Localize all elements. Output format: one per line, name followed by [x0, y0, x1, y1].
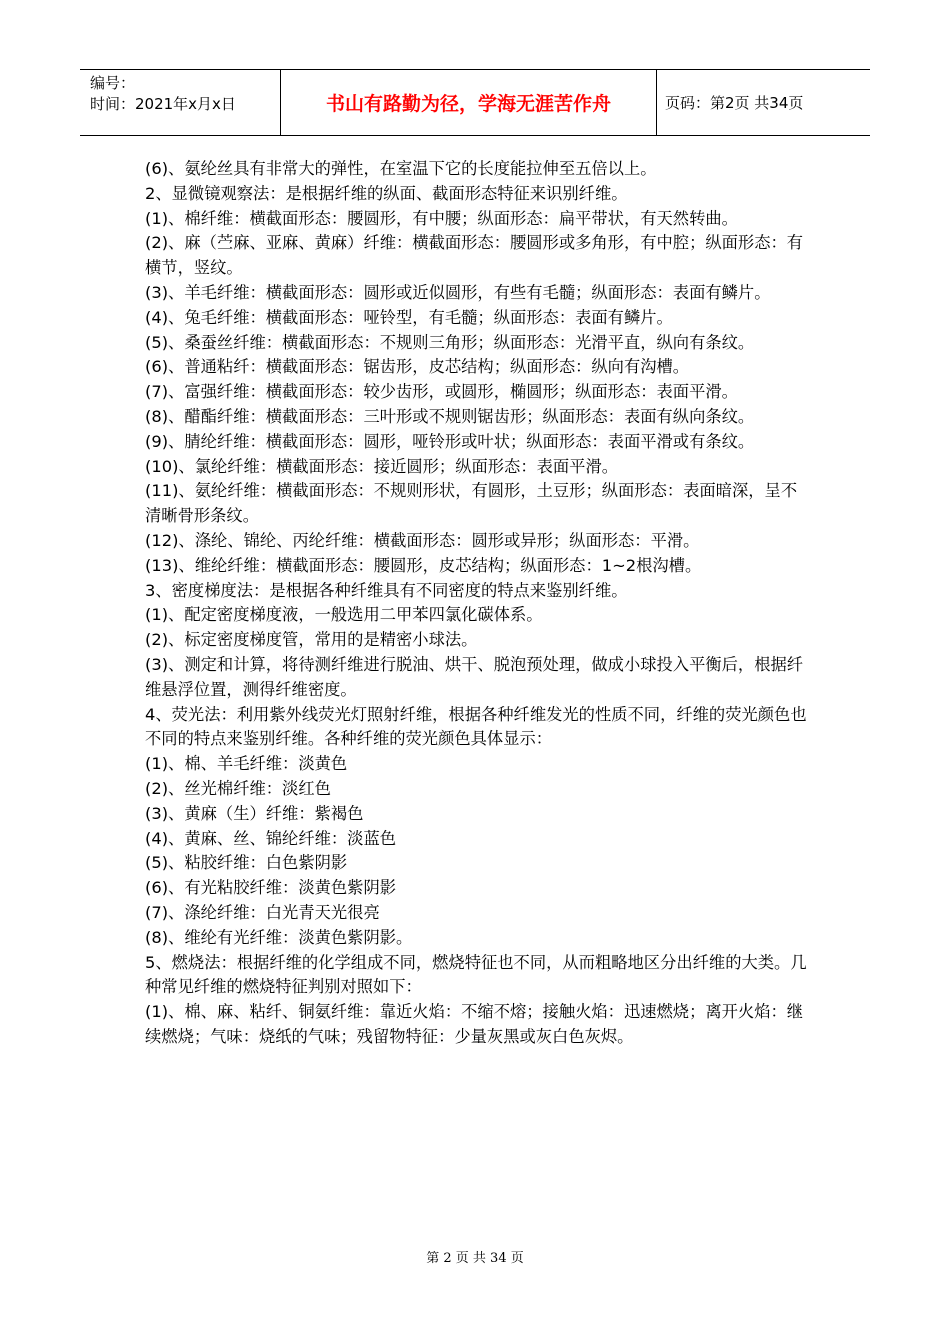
header-motto: 书山有路勤为径，学海无涯苦作舟	[280, 70, 657, 135]
paragraph: (1)、棉纤维：横截面形态：腰圆形，有中腰；纵面形态：扁平带状，有天然转曲。	[145, 208, 738, 228]
paragraph: (4)、黄麻、丝、锦纶纤维：淡蓝色	[145, 828, 397, 848]
paragraph: (7)、涤纶纤维：白光青天光很亮	[145, 902, 380, 922]
paragraph: 2、显微镜观察法：是根据纤维的纵面、截面形态特征来识别纤维。	[145, 183, 628, 203]
paragraph: (1)、棉、麻、粘纤、铜氨纤维：靠近火焰：不缩不熔；接触火焰：迅速燃烧；离开火焰：继续燃烧；气味：烧纸的气味；残留物特征：少量灰黑或灰白色灰烬。	[145, 1002, 804, 1046]
paragraph: (8)、醋酯纤维：横截面形态：三叶形或不规则锯齿形；纵面形态：表面有纵向条纹。	[145, 406, 755, 426]
paragraph: (13)、维纶纤维：横截面形态：腰圆形，皮芯结构；纵面形态：1~2根沟槽。	[145, 555, 702, 575]
paragraph: (6)、氨纶丝具有非常大的弹性，在室温下它的长度能拉伸至五倍以上。	[145, 159, 657, 178]
paragraph: (8)、维纶有光纤维：淡黄色紫阴影。	[145, 927, 413, 947]
document-body	[145, 157, 808, 1050]
paragraph: (10)、氯纶纤维：横截面形态：接近圆形；纵面形态：表面平滑。	[145, 456, 619, 476]
paragraph: (2)、丝光棉纤维：淡红色	[145, 778, 331, 798]
paragraph: (7)、富强纤维：横截面形态：较少齿形，或圆形，椭圆形；纵面形态：表面平滑。	[145, 382, 738, 402]
paragraph: (6)、有光粘胶纤维：淡黄色紫阴影	[145, 878, 397, 898]
header-page-number: 页码：第2页 共34页	[665, 94, 804, 112]
document-number-label: 编号：	[90, 74, 136, 92]
paragraph: (9)、腈纶纤维：横截面形态：圆形，哑铃形或叶状；纵面形态：表面平滑或有条纹。	[145, 431, 755, 451]
paragraph: (1)、配定密度梯度液，一般选用二甲苯四氯化碳体系。	[145, 605, 543, 625]
paragraph: (2)、麻（苎麻、亚麻、黄麻）纤维：横截面形态：腰圆形或多角形，有中腔；纵面形态：有横节，竖纹。	[145, 233, 804, 278]
paragraph: 4、荧光法：利用紫外线荧光灯照射纤维，根据各种纤维发光的性质不同，纤维的荧光颜色也不同的特点来鉴别纤维。各种纤维的荧光颜色具体显示：	[145, 704, 807, 749]
paragraph: 3、密度梯度法：是根据各种纤维具有不同密度的特点来鉴别纤维。	[145, 580, 628, 600]
paragraph: (3)、黄麻（生）纤维：紫褐色	[145, 803, 364, 823]
header-meta	[80, 70, 280, 135]
paragraph: (11)、氨纶纤维：横截面形态：不规则形状，有圆形，土豆形；纵面形态：表面暗深，呈不清晰骨形条纹。	[145, 481, 798, 526]
document-time-label: 时间：2021年x月x日	[90, 95, 236, 113]
paragraph: (2)、标定密度梯度管，常用的是精密小球法。	[145, 630, 478, 650]
paragraph: (1)、棉、羊毛纤维：淡黄色	[145, 754, 348, 774]
paragraph: (5)、桑蚕丝纤维：横截面形态：不规则三角形；纵面形态：光滑平直，纵向有条纹。	[145, 332, 755, 352]
paragraph: (4)、兔毛纤维：横截面形态：哑铃型，有毛髓；纵面形态：表面有鳞片。	[145, 307, 673, 327]
paragraph: (6)、普通粘纤：横截面形态：锯齿形，皮芯结构；纵面形态：纵向有沟槽。	[145, 357, 690, 377]
paragraph: (12)、涤纶、锦纶、丙纶纤维：横截面形态：圆形或异形；纵面形态：平滑。	[145, 530, 700, 550]
page-footer: 第 2 页 共 34 页	[426, 1251, 524, 1266]
paragraph: (5)、粘胶纤维：白色紫阴影	[145, 853, 348, 873]
paragraph: 5、燃烧法：根据纤维的化学组成不同，燃烧特征也不同，从而粗略地区分出纤维的大类。几种常见纤维的燃烧特征判别对照如下：	[145, 952, 807, 997]
page-header	[80, 69, 870, 136]
paragraph: (3)、羊毛纤维：横截面形态：圆形或近似圆形，有些有毛髓；纵面形态：表面有鳞片。	[145, 282, 771, 302]
paragraph: (3)、测定和计算，将待测纤维进行脱油、烘干、脱泡预处理，做成小球投入平衡后，根据纤维悬浮位置，测得纤维密度。	[145, 654, 804, 699]
